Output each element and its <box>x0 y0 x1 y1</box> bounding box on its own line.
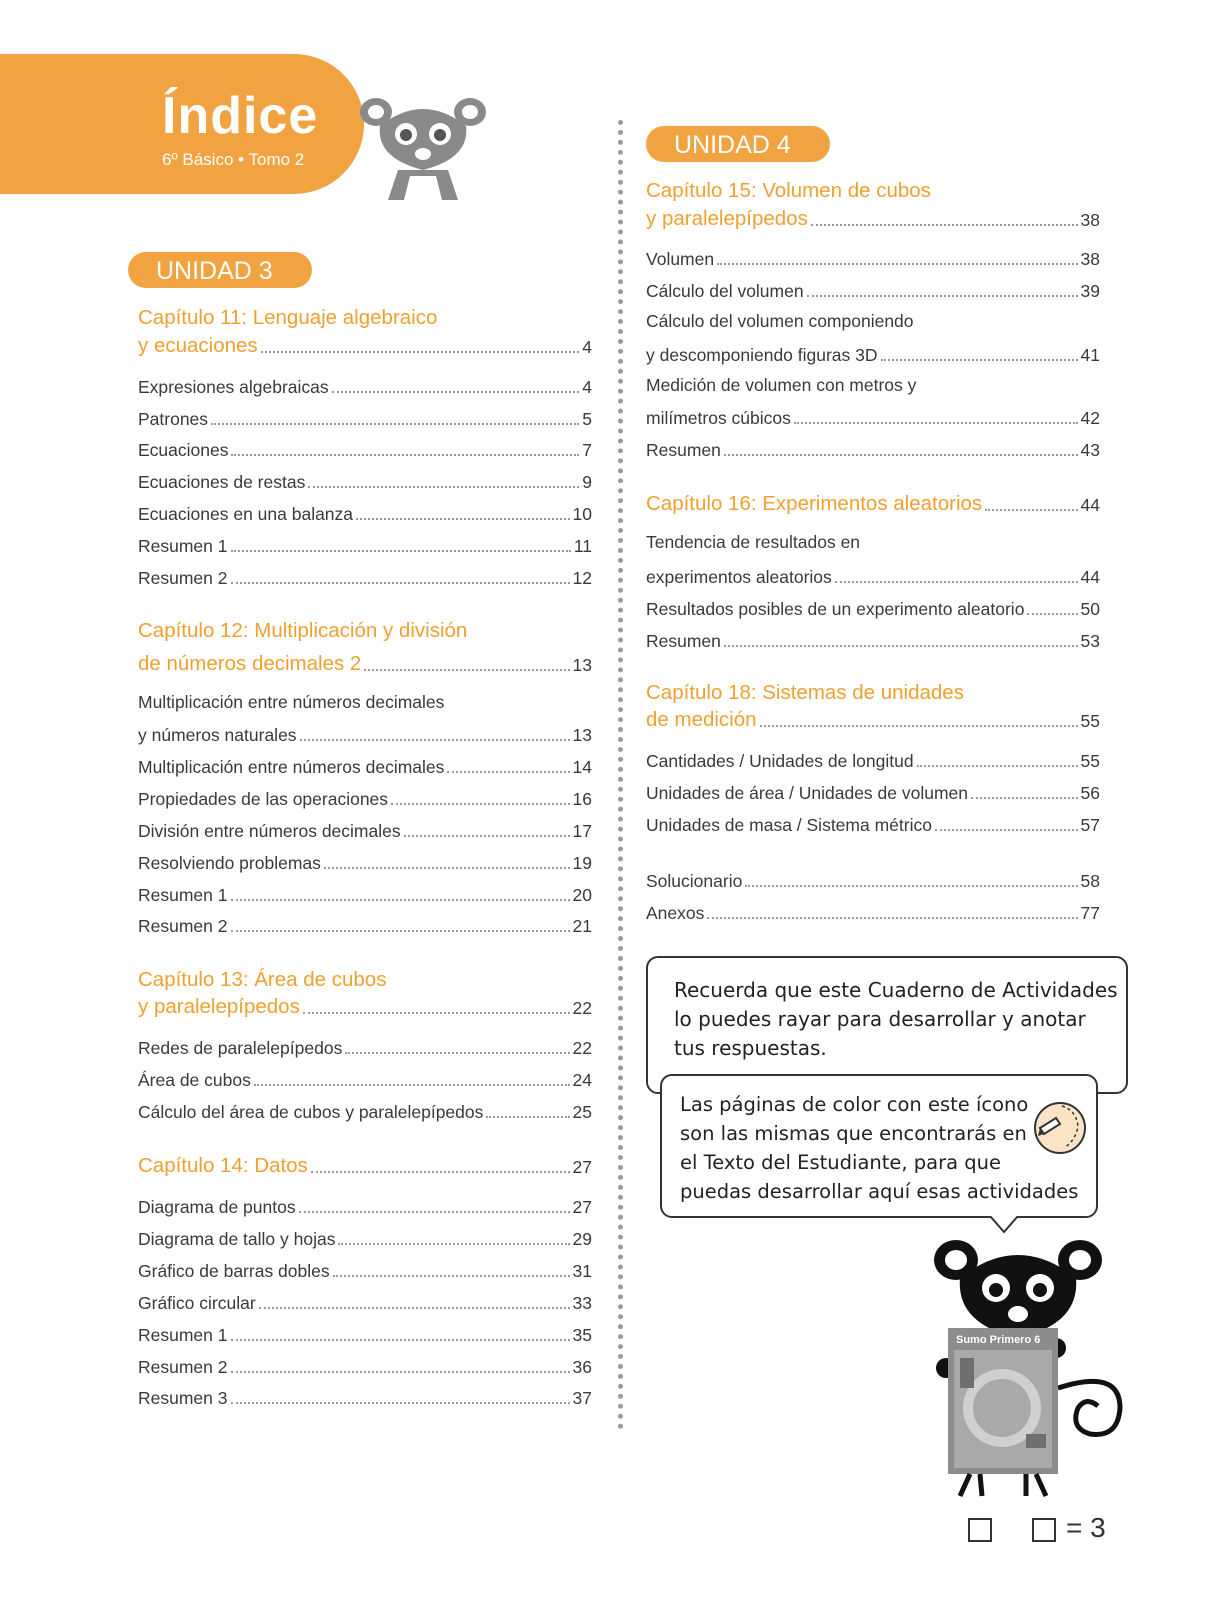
unit-4-label: UNIDAD 4 <box>646 126 830 162</box>
toc-entry-line: Tendencia de resultados en <box>646 532 861 552</box>
toc-entry[interactable]: Multiplicación entre números decimales 14 <box>138 757 592 777</box>
toc-entry[interactable]: Resultados posibles de un experimento aleatorio 50 <box>646 599 1100 619</box>
unit-3-label: UNIDAD 3 <box>128 252 312 288</box>
toc-entry[interactable]: y descomponiendo figuras 3D 41 <box>646 345 1100 365</box>
footer-box-1 <box>968 1518 992 1542</box>
toc-entry-anexos[interactable]: Anexos 77 <box>646 903 1100 923</box>
chapter-13-title-2: y paralelepípedos <box>138 995 300 1018</box>
pencil-circle-icon <box>1032 1100 1088 1156</box>
toc-entry[interactable]: Resumen 1 20 <box>138 885 592 905</box>
page-number: 27 <box>572 1157 592 1177</box>
toc-entry[interactable]: Resumen 1 35 <box>138 1325 592 1345</box>
toc-entry[interactable]: Diagrama de puntos 27 <box>138 1197 592 1217</box>
toc-entry[interactable]: Cálculo del área de cubos y paralelepípedos 25 <box>138 1102 592 1122</box>
chapter-14-row[interactable] <box>138 1154 592 1178</box>
chapter-11-title: Capítulo 11: Lenguaje algebraico <box>138 306 438 329</box>
mascot-icon <box>358 96 488 200</box>
toc-entry[interactable]: Patrones 5 <box>138 409 592 429</box>
toc-entry[interactable]: Unidades de masa / Sistema métrico 57 <box>646 815 1100 835</box>
column-divider <box>618 120 623 1430</box>
toc-entry[interactable]: y números naturales 13 <box>138 725 592 745</box>
toc-entry[interactable]: Resumen 3 37 <box>138 1388 592 1408</box>
chapter-18-title-2: de medición <box>646 708 757 731</box>
toc-entry-line: Multiplicación entre números decimales <box>138 692 445 712</box>
chapter-14-title: Capítulo 14: Datos <box>138 1154 308 1177</box>
footer-equation: = 3 <box>1066 1512 1106 1543</box>
chapter-12-title: Capítulo 12: Multiplicación y división <box>138 619 468 642</box>
toc-entry[interactable]: Propiedades de las operaciones 16 <box>138 789 592 809</box>
toc-entry[interactable]: Expresiones algebraicas 4 <box>138 377 592 397</box>
chapter-15-row[interactable] <box>646 207 1100 231</box>
toc-entry[interactable]: Resumen 2 36 <box>138 1357 592 1377</box>
toc-entry[interactable]: Cantidades / Unidades de longitud 55 <box>646 751 1100 771</box>
chapter-15-title: Capítulo 15: Volumen de cubos <box>646 179 931 202</box>
chapter-15-title-2: y paralelepípedos <box>646 207 808 230</box>
page-number: 13 <box>572 655 592 675</box>
book-cover-title: Sumo Primero 6 <box>956 1334 1041 1346</box>
page-number: 44 <box>1080 495 1100 515</box>
toc-entry-line: Medición de volumen con metros y <box>646 375 917 395</box>
toc-entry[interactable]: Resolviendo problemas 19 <box>138 853 592 873</box>
toc-entry[interactable]: Gráfico de barras dobles 31 <box>138 1261 592 1281</box>
chapter-12-row[interactable] <box>138 652 592 676</box>
toc-entry[interactable]: Diagrama de tallo y hojas 29 <box>138 1229 592 1249</box>
toc-entry[interactable]: División entre números decimales 17 <box>138 821 592 841</box>
speech-bubble-2: Las páginas de color con este ícono son las mismas que encontrarás en el Texto del Estudiante, para que puedas desarrollar aquí esas actividades <box>660 1074 1098 1218</box>
toc-entry[interactable]: Área de cubos 24 <box>138 1070 592 1090</box>
chapter-11-row[interactable] <box>138 334 592 358</box>
toc-entry[interactable]: Resumen 2 12 <box>138 568 592 588</box>
toc-entry[interactable]: Volumen 38 <box>646 249 1100 269</box>
page-number: 55 <box>1080 711 1100 731</box>
chapter-12-title-2: de números decimales 2 <box>138 652 362 675</box>
speech-bubble-tail <box>990 1216 1018 1234</box>
toc-entry[interactable]: Cálculo del volumen 39 <box>646 281 1100 301</box>
page-subtitle: 6º Básico • Tomo 2 <box>162 150 305 169</box>
toc-entry[interactable]: Ecuaciones en una balanza 10 <box>138 504 592 524</box>
page-number: 4 <box>582 337 592 357</box>
toc-entry[interactable]: Redes de paralelepípedos 22 <box>138 1038 592 1058</box>
toc-entry[interactable]: Resumen 2 21 <box>138 916 592 936</box>
chapter-13-row[interactable] <box>138 995 592 1019</box>
chapter-11-title-2: y ecuaciones <box>138 334 258 357</box>
mascot-with-book-icon <box>930 1238 1126 1500</box>
toc-entry-solucionario[interactable]: Solucionario 58 <box>646 871 1100 891</box>
footer-box-2 <box>1032 1518 1056 1542</box>
toc-entry[interactable]: Gráfico circular 33 <box>138 1293 592 1313</box>
toc-entry[interactable]: Ecuaciones 7 <box>138 440 592 460</box>
toc-entry[interactable]: Resumen 53 <box>646 631 1100 651</box>
speech-bubble-1: Recuerda que este Cuaderno de Actividades lo puedes rayar para desarrollar y anotar tus respuestas. <box>646 956 1128 1094</box>
toc-entry[interactable]: Resumen 1 11 <box>138 536 592 556</box>
toc-entry[interactable]: Resumen 43 <box>646 440 1100 460</box>
page-number: 22 <box>572 998 592 1018</box>
toc-entry-line: Cálculo del volumen componiendo <box>646 311 914 331</box>
toc-entry[interactable]: Ecuaciones de restas 9 <box>138 472 592 492</box>
chapter-18-title: Capítulo 18: Sistemas de unidades <box>646 681 964 704</box>
toc-entry[interactable]: milímetros cúbicos 42 <box>646 408 1100 428</box>
page-title: Índice <box>162 87 319 145</box>
page-number: 38 <box>1080 210 1100 230</box>
chapter-18-row[interactable] <box>646 708 1100 732</box>
toc-entry[interactable]: Unidades de área / Unidades de volumen 56 <box>646 783 1100 803</box>
toc-entry[interactable]: experimentos aleatorios 44 <box>646 567 1100 587</box>
chapter-16-row[interactable] <box>646 492 1100 516</box>
chapter-16-title: Capítulo 16: Experimentos aleatorios <box>646 492 983 515</box>
chapter-13-title: Capítulo 13: Área de cubos <box>138 968 387 991</box>
